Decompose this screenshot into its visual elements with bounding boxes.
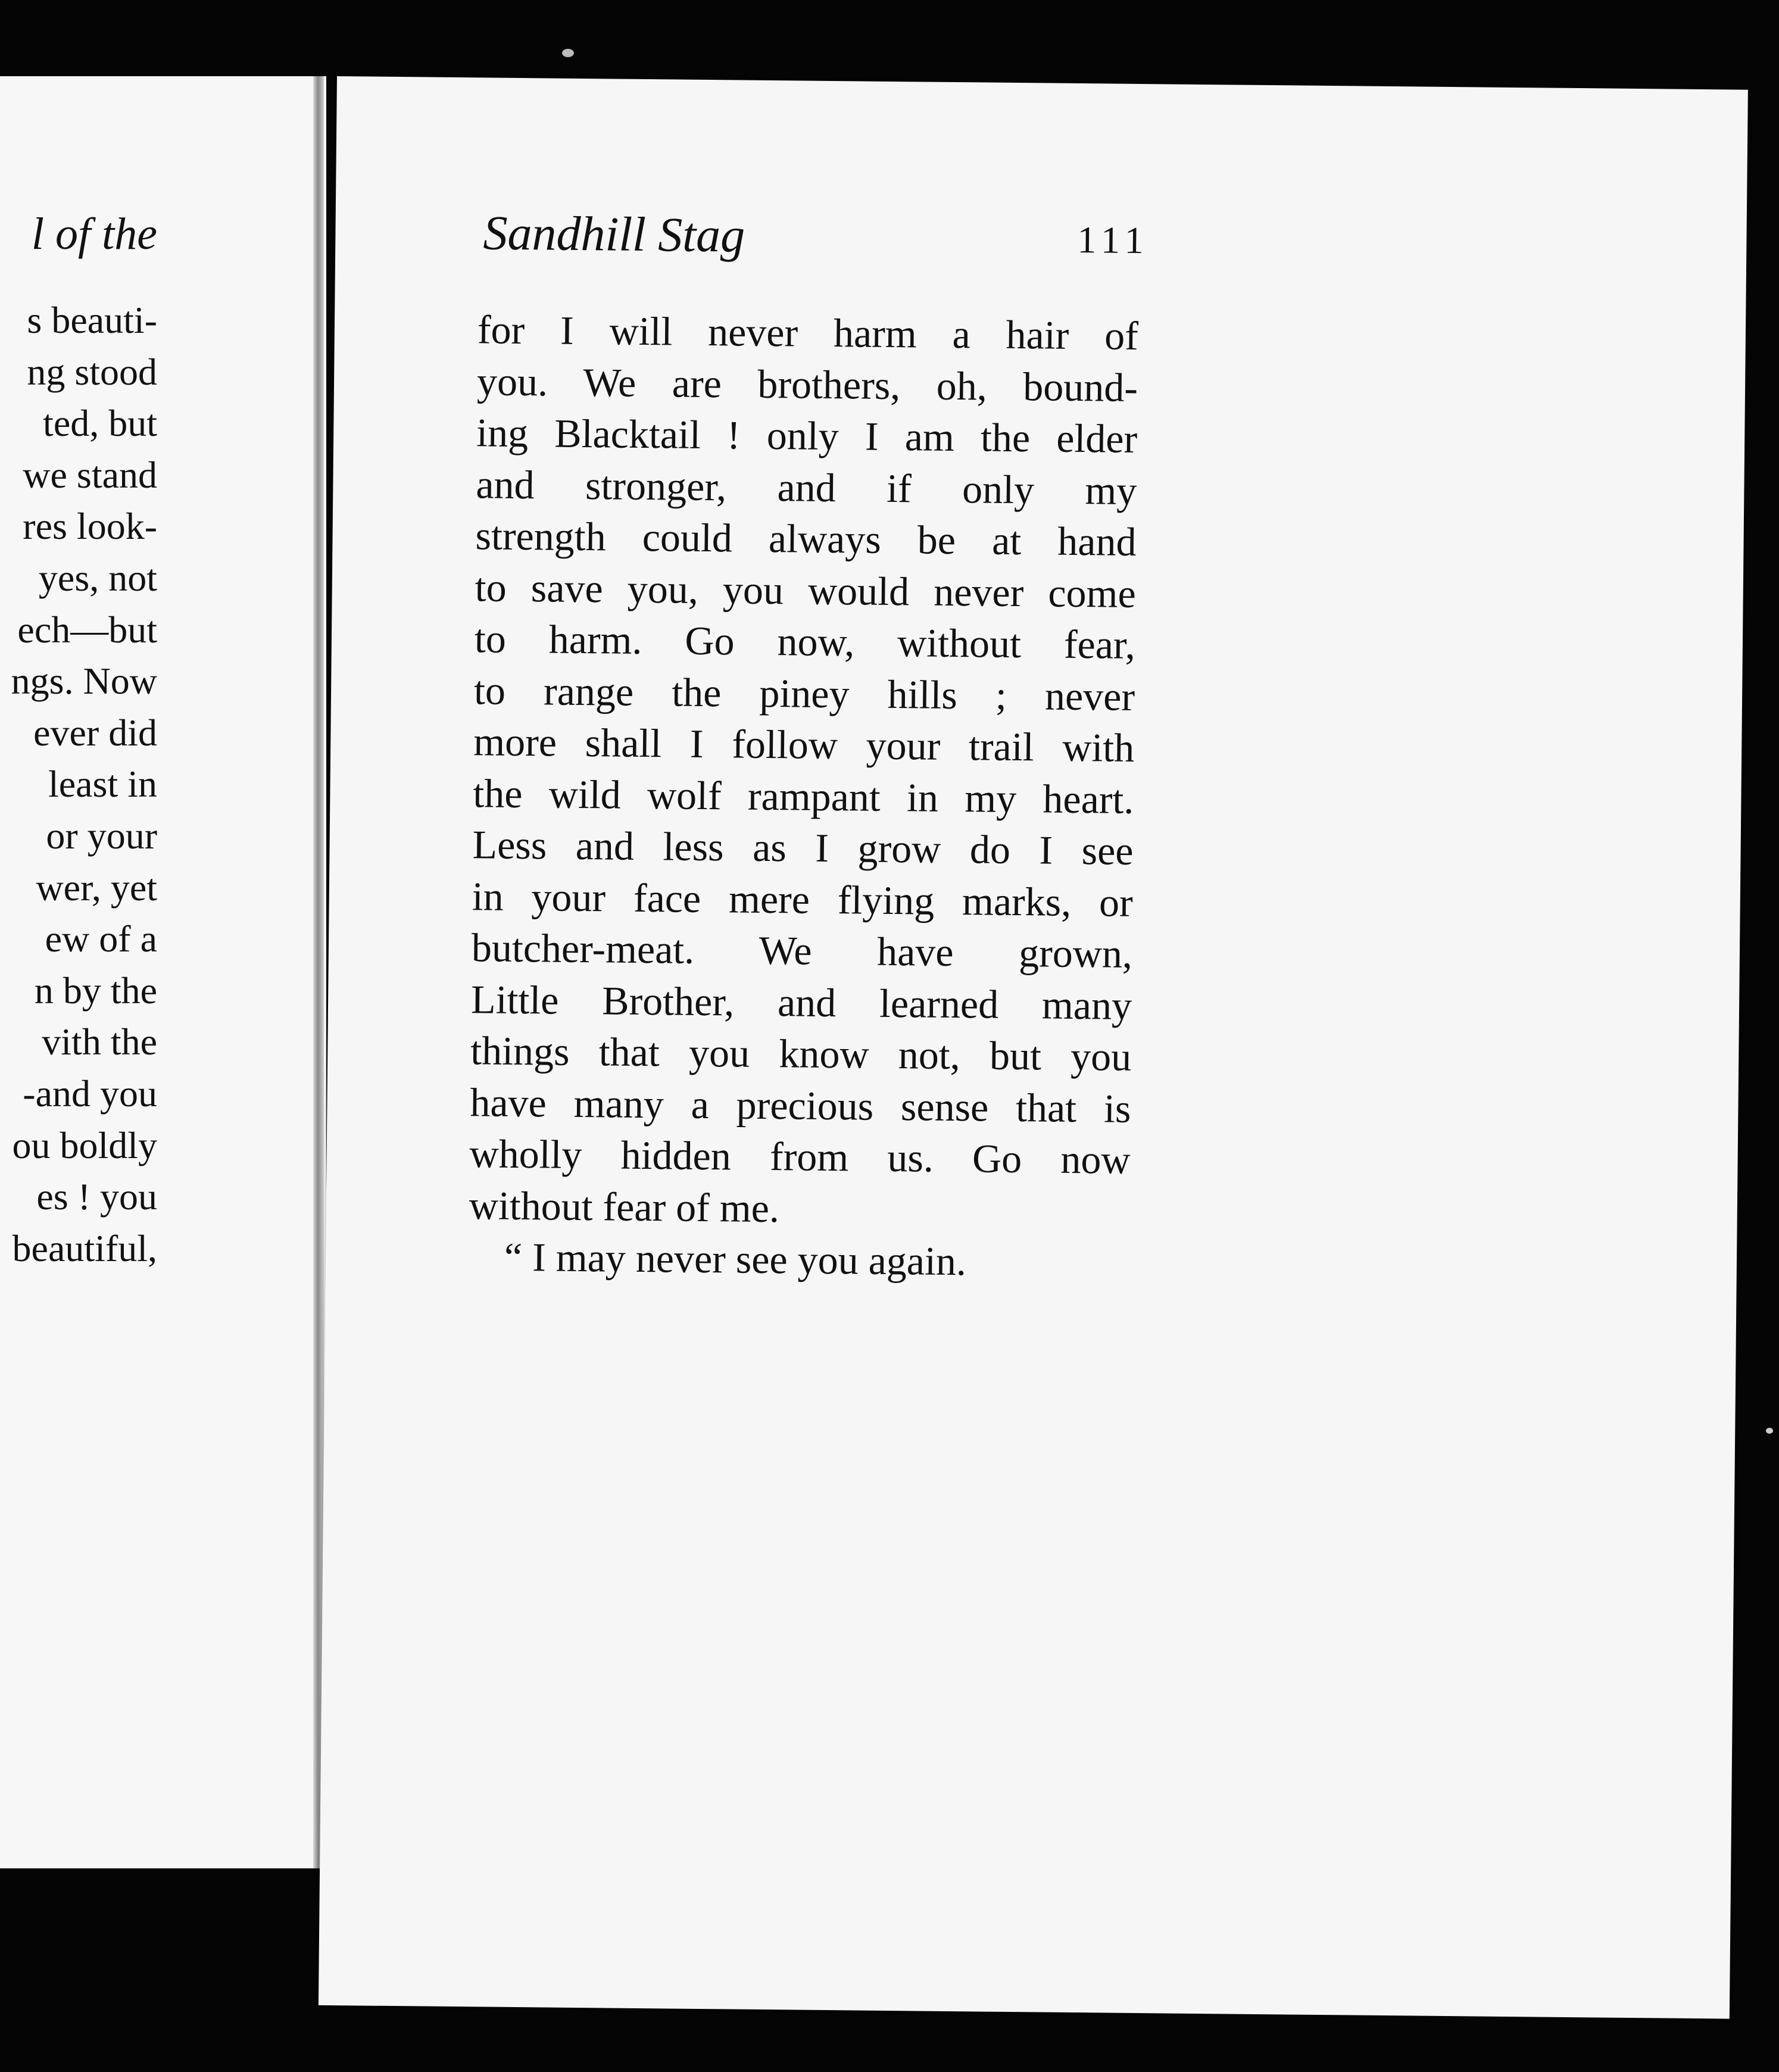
- text-line: without fear of me.: [469, 1182, 780, 1231]
- left-text-line: s beauti-: [27, 299, 157, 341]
- left-text-line: es ! you: [36, 1175, 157, 1218]
- left-text-line: ou boldly: [12, 1124, 157, 1166]
- page-number: 111: [1077, 218, 1150, 262]
- text-line: strength could always be at hand: [475, 513, 1137, 564]
- running-head: Sandhill Stag: [483, 205, 745, 263]
- left-text-line: least in: [48, 763, 157, 806]
- text-line: Less and less as I grow do I see: [472, 822, 1134, 873]
- text-line: you. We are brothers, oh, bound-: [476, 358, 1138, 410]
- scan-speck: [562, 49, 574, 57]
- text-line: things that you know not, but you: [470, 1028, 1132, 1079]
- left-text-line: beautiful,: [12, 1227, 157, 1269]
- left-text-line: we stand: [23, 453, 157, 496]
- text-line: ing Blacktail ! only I am the elder: [476, 410, 1138, 461]
- text-line: in your face mere flying marks, or: [472, 873, 1134, 925]
- left-text-line: vith the: [42, 1021, 157, 1063]
- left-text-line: wer, yet: [36, 866, 157, 909]
- text-line: the wild wolf rampant in my heart.: [473, 770, 1134, 822]
- left-text-line: n by the: [34, 969, 157, 1012]
- text-line: more shall I follow your trail with: [473, 719, 1135, 770]
- left-text-line: -and you: [23, 1072, 157, 1115]
- left-text-line: or your: [46, 815, 157, 857]
- text-line: “ I may never see you again.: [504, 1234, 967, 1284]
- scan-speck: [1766, 1428, 1773, 1434]
- text-line: wholly hidden from us. Go now: [469, 1131, 1131, 1182]
- left-text-line: ted, but: [43, 402, 157, 445]
- text-line: have many a precious sense that is: [470, 1079, 1131, 1131]
- right-page: [319, 76, 1748, 2019]
- text-line: to range the piney hills ; never: [473, 667, 1135, 719]
- text-line: butcher-meat. We have grown,: [471, 925, 1133, 976]
- left-text-line: res look-: [23, 505, 157, 548]
- body-text: [469, 304, 1139, 1288]
- text-line: to save you, you would never come: [475, 564, 1137, 616]
- text-line: for I will never harm a hair of: [477, 307, 1139, 358]
- left-page: [0, 76, 326, 1868]
- left-text-line: ngs. Now: [11, 660, 157, 703]
- text-line: Little Brother, and learned many: [470, 976, 1132, 1028]
- left-text-line: yes, not: [38, 557, 157, 599]
- left-text-line: ew of a: [45, 918, 157, 960]
- text-line: and stronger, and if only my: [476, 461, 1137, 513]
- left-page-running-head: l of the: [31, 209, 157, 259]
- text-line: to harm. Go now, without fear,: [474, 616, 1136, 667]
- left-text-line: ng stood: [27, 350, 157, 393]
- left-text-line: ech—but: [17, 608, 157, 651]
- left-text-line: ever did: [33, 711, 157, 754]
